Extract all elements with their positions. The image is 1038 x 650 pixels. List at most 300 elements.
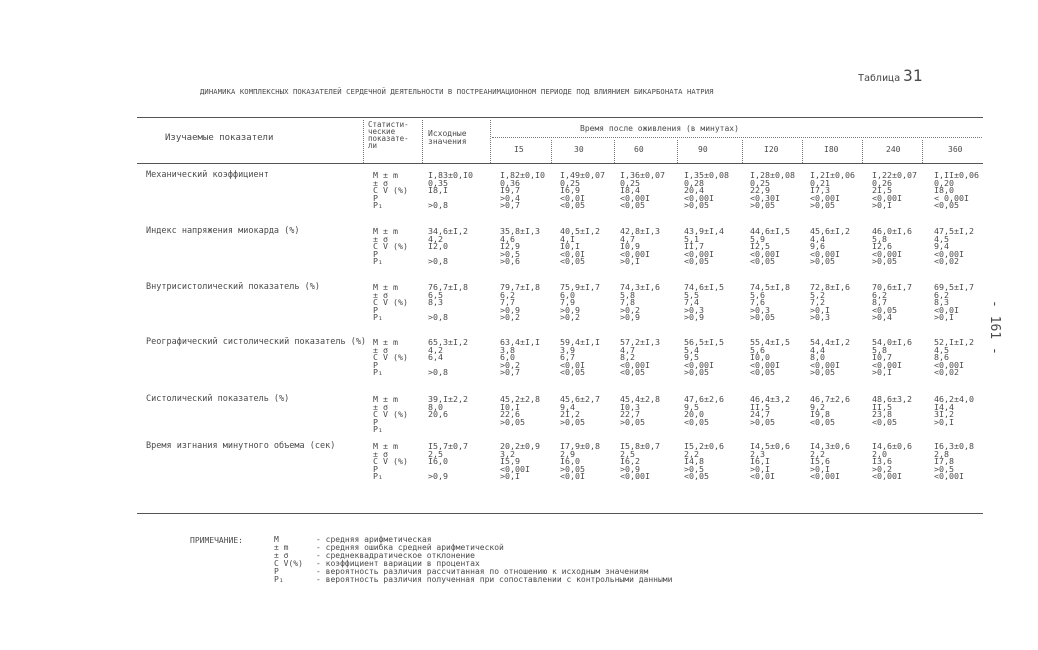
initial-value-cell [428, 172, 473, 210]
cell-line [428, 426, 468, 434]
stat-symbol: M ± m [373, 337, 398, 347]
cell-line: <0,05 [560, 367, 585, 378]
cell-line: <0,00I [620, 471, 650, 482]
cell-line: <0,0I [560, 192, 585, 203]
cell-line: >0,05 [750, 312, 775, 323]
cell-line: 8,0 [810, 352, 825, 363]
cell-line: 2,2 [810, 448, 825, 459]
cell-line: >0,I [810, 463, 830, 474]
cell-line: 6,2 [872, 289, 887, 300]
cell-line: >0,9 [620, 312, 640, 323]
time-cell [872, 228, 912, 266]
cell-line: >0,2 [500, 312, 520, 323]
cell-line: >0,4 [500, 192, 520, 203]
cell-line: 45,6±I,2 [810, 226, 850, 236]
cell-line: >0,05 [750, 416, 775, 427]
cell-line: <0,00I [810, 359, 840, 370]
time-cell [684, 228, 724, 266]
time-cell [560, 284, 600, 322]
cell-line: 54,0±I,6 [872, 337, 912, 347]
cell-line: 56,5±I,5 [684, 337, 724, 347]
cell-line: I8,4 [620, 185, 640, 196]
cell-line: >0,7 [500, 200, 520, 211]
cell-line: >0,05 [810, 256, 835, 267]
stat-symbol: P₁ [373, 471, 383, 482]
cell-line: I5,8±0,7 [620, 441, 660, 451]
cell-line: 20,4 [684, 185, 704, 196]
initial-value-cell [428, 284, 468, 322]
header-time-5: I20 [764, 145, 779, 154]
cell-line: 74,3±I,6 [620, 282, 660, 292]
header-time-1: I5 [514, 145, 524, 154]
indicator-name: Внутрисистолический показатель (%) [146, 282, 320, 292]
header-initial-line: Исходные [428, 129, 467, 138]
cell-line: >0,2 [872, 463, 892, 474]
stat-symbol: P₁ [373, 312, 383, 323]
note-text: - коэффициент вариации в процентах [316, 559, 480, 568]
cell-line [560, 426, 600, 434]
cell-line: I2,0 [428, 241, 448, 252]
cell-line: 42,8±I,3 [620, 226, 660, 236]
cell-line: <0,00I [872, 248, 902, 259]
cell-line: 20,0 [684, 409, 704, 420]
cell-line: 4,5 [934, 233, 949, 244]
cell-line: >0,05 [684, 200, 709, 211]
cell-line: <0,05 [684, 471, 709, 482]
time-cell [684, 443, 724, 481]
cell-line: 5,1 [684, 233, 699, 244]
time-cell [560, 228, 600, 266]
header-stat-line: ческие [368, 127, 396, 136]
cell-line: >0,05 [560, 463, 585, 474]
time-cell [500, 284, 540, 322]
indicator-name: Механический коэффициент [146, 170, 269, 180]
time-cell [620, 228, 660, 266]
cell-line: >0,I [934, 312, 954, 323]
cell-line: <0,00I [620, 192, 650, 203]
cell-line: 48,6±3,2 [872, 394, 912, 404]
cell-line: 59,4±I,I [560, 337, 600, 347]
stat-symbol: P₁ [373, 367, 383, 378]
cell-line: <0,05 [934, 200, 959, 211]
notes-heading: ПРИМЕЧАНИЕ: [190, 536, 243, 545]
cell-line: >0,9 [500, 304, 520, 315]
cell-line: >0,05 [500, 416, 525, 427]
cell-line: >0,05 [872, 256, 897, 267]
table-number: 31 [903, 66, 923, 85]
time-cell [750, 443, 790, 481]
header-time-3: 60 [634, 145, 644, 154]
time-cell [560, 396, 600, 434]
time-cell [934, 284, 974, 322]
time-cell [500, 396, 540, 434]
time-cell [810, 396, 850, 434]
stat-symbol: ± σ [373, 344, 388, 355]
cell-line: >0,5 [684, 463, 704, 474]
cell-line: >0,I [872, 367, 892, 378]
cell-line: 74,6±I,5 [684, 282, 724, 292]
cell-line: 34,6±I,2 [428, 226, 468, 236]
time-cell [684, 339, 724, 377]
cell-line: >0,I [500, 471, 520, 482]
cell-line: 0,36 [500, 177, 520, 188]
initial-value-cell [428, 443, 468, 481]
cell-line: 6,5 [428, 289, 443, 300]
cell-line: 8,7 [872, 297, 887, 308]
cell-line: I0,7 [872, 352, 892, 363]
time-cell [620, 396, 660, 434]
cell-line: 79,7±I,8 [500, 282, 540, 292]
cell-line: 5,8 [872, 344, 887, 355]
cell-line: I,49±0,07 [560, 170, 605, 180]
stat-symbol: P [373, 416, 378, 427]
indicator-name: Индекс напряжения миокарда (%) [146, 226, 300, 236]
cell-line: 3,9 [560, 344, 575, 355]
cell-line: <0,05 [684, 256, 709, 267]
time-cell [500, 172, 545, 210]
cell-line: 9,4 [560, 401, 575, 412]
cell-line: I7,9±0,8 [560, 441, 600, 451]
cell-line: <0,00I [750, 359, 780, 370]
cell-line: I6,3±0,8 [934, 441, 974, 451]
time-cell [684, 396, 724, 434]
cell-line [428, 419, 468, 427]
cell-line: I,82±0,I0 [500, 170, 545, 180]
time-cell [500, 228, 540, 266]
cell-line: 6,0 [500, 352, 515, 363]
time-cell [750, 228, 790, 266]
time-cell [872, 443, 912, 481]
cell-line: >0,9 [560, 304, 580, 315]
cell-line: 44,6±I,5 [750, 226, 790, 236]
cell-line: 0,25 [560, 177, 580, 188]
cell-line: 7,7 [500, 297, 515, 308]
cell-line: <0,00I [810, 471, 840, 482]
column-separator [614, 140, 615, 163]
stat-symbol: M ± m [373, 394, 398, 404]
cell-line: 0,28 [684, 177, 704, 188]
column-separator [802, 140, 803, 163]
column-separator [363, 120, 364, 163]
cell-line: >0,8 [428, 256, 448, 267]
cell-line: 7,2 [810, 297, 825, 308]
header-time-7: 240 [886, 145, 901, 154]
cell-line: <0,00I [810, 248, 840, 259]
stat-symbols [373, 228, 408, 266]
stat-symbol: P [373, 463, 378, 474]
header-time-6: I80 [824, 145, 839, 154]
cell-line: 2,5 [620, 448, 635, 459]
cell-line: >0,8 [428, 200, 448, 211]
cell-line: 0,26 [872, 177, 892, 188]
cell-line: 3I,2 [934, 409, 954, 420]
cell-line: >0,3 [684, 304, 704, 315]
cell-line: <0,00I [684, 359, 714, 370]
cell-line: 65,3±I,2 [428, 337, 468, 347]
cell-line: 2,8 [934, 448, 949, 459]
stat-symbol: ± σ [373, 401, 388, 412]
cell-line: 6,7 [560, 352, 575, 363]
cell-line: 0,35 [428, 177, 448, 188]
cell-line: 2,5 [428, 448, 443, 459]
cell-line: 5,6 [750, 289, 765, 300]
initial-value-cell [428, 396, 468, 434]
cell-line: 5,2 [810, 289, 825, 300]
note-text: - среднеквадратическое отклонение [316, 551, 475, 560]
cell-line: 5,4 [684, 344, 699, 355]
cell-line [934, 426, 974, 434]
cell-line: 9,4 [934, 241, 949, 252]
cell-line: II,7 [684, 241, 704, 252]
cell-line: 69,5±I,7 [934, 282, 974, 292]
time-cell [560, 339, 600, 377]
cell-line: 8,0 [428, 401, 443, 412]
time-cell [810, 443, 850, 481]
cell-line: 7,8 [620, 297, 635, 308]
note-symbol: ± m [274, 543, 289, 552]
cell-line: <0,00I [684, 248, 714, 259]
cell-line: I9,7 [500, 185, 520, 196]
cell-line: 2,3 [750, 448, 765, 459]
cell-line [872, 426, 912, 434]
column-separator [922, 140, 923, 163]
column-separator [422, 120, 423, 163]
cell-line: 74,5±I,8 [750, 282, 790, 292]
indicator-name: Реографический систолический показатель (%) [146, 337, 367, 347]
cell-line: <0,05 [560, 256, 585, 267]
cell-line: 35,8±I,3 [500, 226, 540, 236]
time-cell [810, 284, 850, 322]
stat-symbol: ± σ [373, 177, 388, 188]
cell-line: I4,8 [684, 456, 704, 467]
cell-line: 4,4 [810, 344, 825, 355]
cell-line: I7,3 [810, 185, 830, 196]
cell-line: 8,6 [934, 352, 949, 363]
stat-symbol: P₁ [373, 256, 383, 267]
cell-line: 6,2 [934, 289, 949, 300]
time-cell [872, 339, 912, 377]
time-cell [500, 443, 540, 481]
note-symbol: ± σ [274, 551, 289, 560]
note-text: - средняя арифметическая [316, 535, 432, 544]
cell-line: 55,4±I,5 [750, 337, 790, 347]
cell-line: 54,4±I,2 [810, 337, 850, 347]
cell-line: 24,7 [750, 409, 770, 420]
time-cell [872, 284, 912, 322]
cell-line: 8,2 [620, 352, 635, 363]
cell-line: <0,00I [750, 248, 780, 259]
cell-line: 40,5±I,2 [560, 226, 600, 236]
cell-line: 2,0 [872, 448, 887, 459]
cell-line: 9,5 [684, 352, 699, 363]
initial-value-cell [428, 228, 468, 266]
cell-line: 46,0±I,6 [872, 226, 912, 236]
cell-line: I,83±0,I0 [428, 170, 473, 180]
cell-line: >0,05 [810, 367, 835, 378]
cell-line: <0,00I [934, 359, 964, 370]
cell-line: I7,8 [934, 456, 954, 467]
time-cell [934, 339, 974, 377]
stat-symbol: C V (%) [373, 352, 408, 363]
cell-line: >0,2 [500, 359, 520, 370]
time-cell [872, 172, 917, 210]
header-time-group: Время после оживления (в минутах) [580, 124, 739, 133]
cell-line: 63,4±I,I [500, 337, 540, 347]
cell-line: <0,0I [560, 248, 585, 259]
cell-line: >0,3 [810, 312, 830, 323]
header-stat-indicators [368, 121, 409, 149]
column-separator [862, 140, 863, 163]
cell-line: 5,6 [750, 344, 765, 355]
cell-line: <0,0I [934, 304, 959, 315]
cell-line: 76,7±I,8 [428, 282, 468, 292]
cell-line: I,22±0,07 [872, 170, 917, 180]
cell-line: 45,4±2,8 [620, 394, 660, 404]
stat-symbol: M ± m [373, 226, 398, 236]
cell-line: <0,05 [750, 256, 775, 267]
time-cell [810, 172, 855, 210]
cell-line: 22,7 [620, 409, 640, 420]
cell-line: I2,9 [500, 241, 520, 252]
cell-line: <0,00I [934, 471, 964, 482]
cell-line: 7,9 [560, 297, 575, 308]
cell-line: 47,6±2,6 [684, 394, 724, 404]
cell-line: I0,I [500, 401, 520, 412]
cell-line: <0,00I [810, 192, 840, 203]
cell-line [620, 426, 660, 434]
cell-line: I5,9 [500, 456, 520, 467]
table-top-rule [137, 117, 983, 118]
table-title: ДИНАМИКА КОМПЛЕКСНЫХ ПОКАЗАТЕЛЕЙ СЕРДЕЧНОЙ ДЕЯТЕЛЬНОСТИ В ПОСТРЕАНИМАЦИОННОМ ПЕРИОДЕ ПОД ВЛИЯНИЕМ БИКАРБОНАТА НАТРИЯ [200, 87, 714, 96]
cell-line: I6,2 [620, 456, 640, 467]
stat-symbol: P₁ [373, 200, 383, 211]
stat-symbol: P [373, 359, 378, 370]
cell-line: <0,00I [872, 192, 902, 203]
cell-line: >0,I [810, 304, 830, 315]
cell-line: 52,I±I,2 [934, 337, 974, 347]
cell-line: I5,2±0,6 [684, 441, 724, 451]
stat-symbol: ± σ [373, 448, 388, 459]
cell-line: <0,05 [872, 416, 897, 427]
cell-line: 20,2±0,9 [500, 441, 540, 451]
cell-line: 4,5 [934, 344, 949, 355]
time-cell [750, 339, 790, 377]
cell-line: 4,6 [500, 233, 515, 244]
cell-line: >0,2 [620, 304, 640, 315]
cell-line: <0,05 [620, 367, 645, 378]
cell-line [750, 426, 790, 434]
note-symbol: C V(%) [274, 559, 303, 568]
cell-line: >0,I [620, 256, 640, 267]
cell-line: 4,2 [428, 233, 443, 244]
cell-line: 4,7 [620, 233, 635, 244]
cell-line: <0,05 [560, 200, 585, 211]
header-stat-line: ли [368, 141, 378, 150]
time-cell [620, 339, 660, 377]
cell-line: >0,I [934, 416, 954, 427]
cell-line [810, 426, 850, 434]
cell-line: <0,05 [810, 416, 835, 427]
cell-line: >0,3 [750, 304, 770, 315]
stat-symbols [373, 396, 408, 434]
cell-line: <0,02 [934, 256, 959, 267]
stat-symbol: ± σ [373, 289, 388, 300]
cell-line: 39,I±2,2 [428, 394, 468, 404]
cell-line: >0,9 [620, 463, 640, 474]
cell-line: I5,6 [810, 456, 830, 467]
cell-line: 23,8 [872, 409, 892, 420]
cell-line: I0,9 [620, 241, 640, 252]
time-cell [620, 172, 665, 210]
cell-line: 5,9 [750, 233, 765, 244]
cell-line: 75,9±I,7 [560, 282, 600, 292]
cell-line: 6,4 [428, 352, 443, 363]
cell-line: 8,3 [934, 297, 949, 308]
cell-line: >0,5 [934, 463, 954, 474]
cell-line: <0,0I [560, 471, 585, 482]
cell-line: < 0,00I [934, 192, 969, 203]
stat-symbol: P₁ [373, 424, 383, 435]
cell-line: 22,6 [500, 409, 520, 420]
stat-symbol: C V (%) [373, 456, 408, 467]
time-cell [684, 172, 729, 210]
stat-symbol: C V (%) [373, 241, 408, 252]
cell-line: >0,8 [428, 312, 448, 323]
cell-line: 5,8 [620, 289, 635, 300]
cell-line: 9,5 [684, 401, 699, 412]
header-indicators: Изучаемые показатели [165, 133, 274, 143]
time-cell [810, 339, 850, 377]
time-cell [560, 443, 600, 481]
cell-line: >0,05 [620, 416, 645, 427]
cell-line: <0,00I [872, 359, 902, 370]
stat-symbol: ± σ [373, 233, 388, 244]
cell-line: 7,4 [684, 297, 699, 308]
cell-line: <0,00I [500, 463, 530, 474]
time-group-rule [492, 137, 982, 164]
cell-line: I6,0 [428, 456, 448, 467]
stat-symbol: C V (%) [373, 185, 408, 196]
stat-symbols [373, 339, 408, 377]
cell-line: I6,9 [560, 185, 580, 196]
cell-line: 2,2 [684, 448, 699, 459]
stat-symbol: M ± m [373, 282, 398, 292]
cell-line: 57,2±I,3 [620, 337, 660, 347]
cell-line: <0,00I [620, 359, 650, 370]
time-cell [872, 396, 912, 434]
cell-line: II,5 [750, 401, 770, 412]
note-text: - средняя ошибка средней арифметической [316, 543, 504, 552]
cell-line: I,35±0,08 [684, 170, 729, 180]
header-stat-line: показате- [368, 134, 409, 143]
cell-line: 0,21 [810, 177, 830, 188]
stat-symbols [373, 443, 408, 481]
time-cell [934, 443, 974, 481]
header-stat-line: Статисти- [368, 120, 409, 129]
cell-line: II,5 [872, 401, 892, 412]
cell-line: >0,05 [810, 200, 835, 211]
cell-line: 45,6±2,7 [560, 394, 600, 404]
cell-line: I6,I [750, 456, 770, 467]
stat-symbol: C V (%) [373, 409, 408, 420]
initial-value-cell [428, 339, 468, 377]
header-initial-line: значения [428, 137, 467, 146]
cell-line: 2I,2 [560, 409, 580, 420]
cell-line: 0,25 [750, 177, 770, 188]
indicator-name: Время изгнания минутного объема (сек) [146, 441, 336, 451]
cell-line: <0,02 [934, 367, 959, 378]
cell-line: >0,I [750, 463, 770, 474]
